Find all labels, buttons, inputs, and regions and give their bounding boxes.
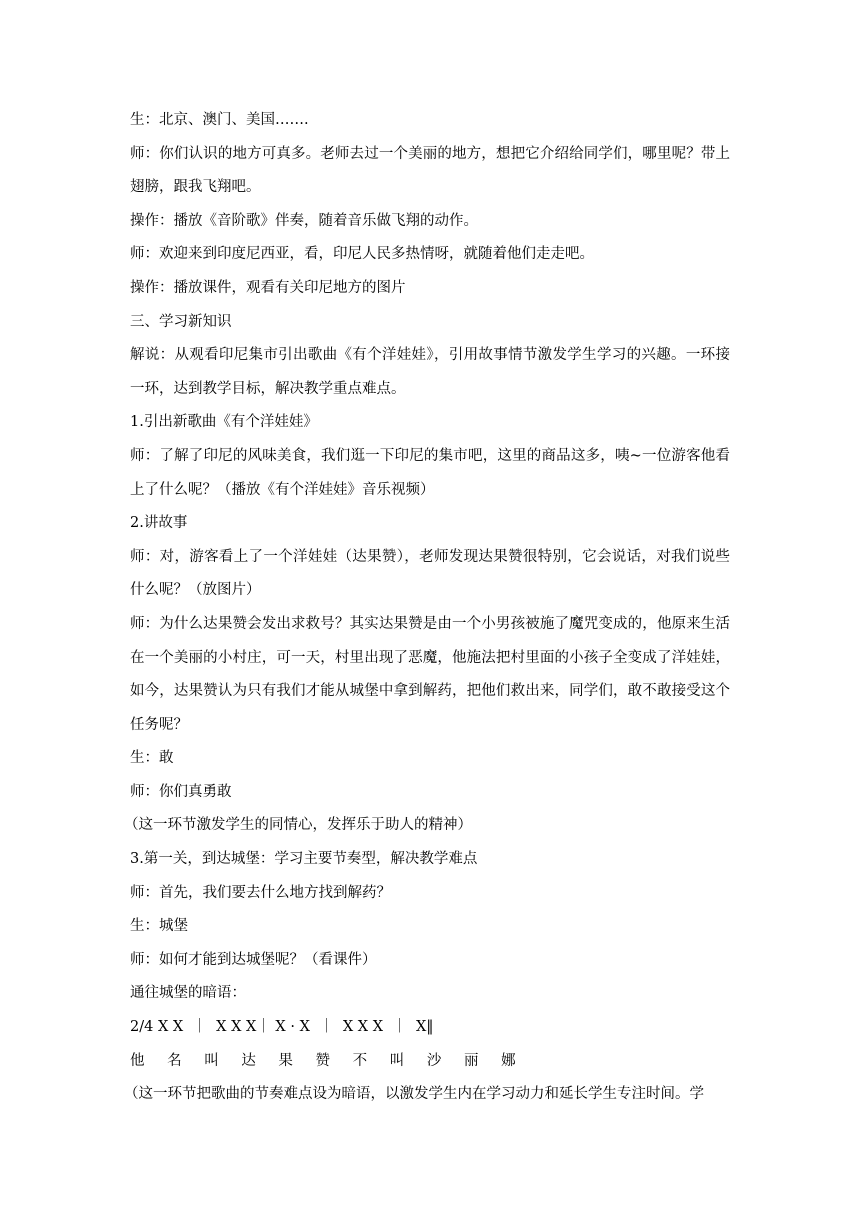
paragraph: 师：你们认识的地方可真多。老师去过一个美丽的地方，想把它介绍给同学们，哪里呢？带上翅膀，跟我飞翔吧。 (130, 145, 730, 196)
paragraph: 师：你们真勇敢 (130, 783, 232, 800)
subheading: 2.讲故事 (130, 515, 188, 532)
paragraph: 师：如何才能到达城堡呢？（看课件） (130, 951, 377, 968)
paragraph: 师：了解了印尼的风味美食，我们逛一下印尼的集市吧，这里的商品这多，咦~一位游客他看上了什么呢？（播放《有个洋娃娃》音乐视频） (130, 447, 730, 498)
paragraph: 通往城堡的暗语： (130, 985, 246, 1002)
subheading: 1.引出新歌曲《有个洋娃娃》 (130, 414, 318, 431)
note: （这一环节激发学生的同情心，发挥乐于助人的精神） (124, 817, 472, 834)
paragraph: 师：为什么达果赞会发出求救号？其实达果赞是由一个小男孩被施了魔咒变成的，他原来生活在一个美丽的小村庄，可一天，村里出现了恶魔，他施法把村里面的小孩子全变成了洋娃娃，如今，达果赞认为只有我们才能从城堡中拿到解药，把他们救出来，同学们，敢不敢接受这个任务呢？ (130, 615, 730, 733)
paragraph: 操作：播放《音阶歌》伴奏，随着音乐做飞翔的动作。 (130, 212, 478, 229)
paragraph: 解说：从观看印尼集市引出歌曲《有个洋娃娃》，引用故事情节激发学生学习的兴趣。一环接一环，达到教学目标，解决教学重点难点。 (130, 347, 730, 397)
note: （这一环节把歌曲的节奏难点设为暗语，以激发学生内在学习动力和延长学生专注时间。学 (124, 1086, 704, 1103)
paragraph: 生：北京、澳门、美国……. (130, 112, 309, 128)
section-heading: 三、学习新知识 (130, 313, 232, 330)
paragraph: 师：欢迎来到印度尼西亚，看，印尼人民多热情呀，就随着他们走走吧。 (130, 246, 594, 263)
lyrics-line: 他 名 叫 达 果 赞 不 叫 沙 丽 娜 (130, 1052, 525, 1069)
rhythm-notation: 2/4 X X ｜ X X X｜ X · X ｜ X X X ｜ X‖ (130, 1019, 434, 1036)
paragraph: 生：城堡 (130, 918, 188, 935)
paragraph: 操作：播放课件，观看有关印尼地方的图片 (130, 279, 406, 296)
document-page (124, 104, 730, 1112)
paragraph: 师：对，游客看上了一个洋娃娃（达果赞），老师发现达果赞很特别，它会说话，对我们说些什么呢？（放图片） (130, 548, 730, 599)
paragraph: 师：首先，我们要去什么地方找到解药？ (130, 884, 391, 901)
paragraph: 生：敢 (130, 750, 174, 767)
subheading: 3.第一关，到达城堡：学习主要节奏型，解决教学难点 (130, 851, 478, 868)
